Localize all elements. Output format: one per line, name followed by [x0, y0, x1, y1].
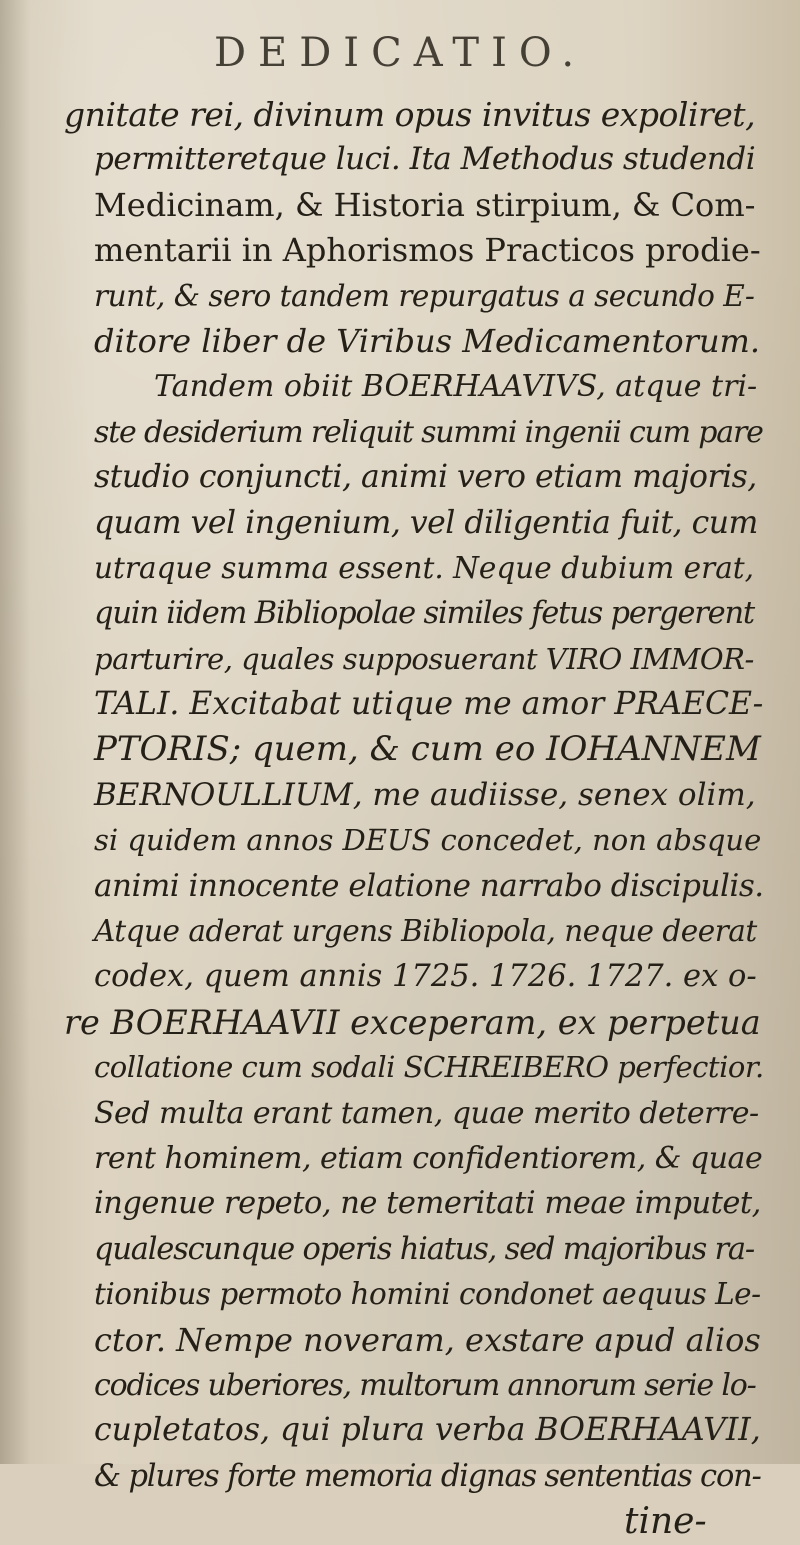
text-line: ditore liber de Viribus Medicamentorum. — [94, 321, 761, 360]
dedication-body — [64, 92, 764, 1545]
catchword: tine- — [624, 1501, 707, 1543]
text-line: re BOERHAAVII exceperam, ex perpetua — [64, 1002, 761, 1042]
text-line: & plures forte memoria dignas sententias con- — [94, 1458, 761, 1494]
text-line: cupletatos, qui plura verba BOERHAAVII, — [94, 1412, 761, 1449]
text-line: PTORIS; quem, & cum eo IOHANNEM — [94, 729, 761, 770]
text-line: Atque aderat urgens Bibliopola, neque deerat — [94, 914, 757, 949]
text-line: Medicinam, & Historia stirpium, & Com- — [94, 185, 756, 224]
text-line: si quidem annos DEUS concedet, non absque — [94, 823, 762, 858]
text-line: animi innocente elatione narrabo discipulis. — [94, 867, 764, 904]
text-line: ingenue repeto, ne temeritati meae imputet, — [94, 1186, 761, 1222]
text-line: collatione cum sodali SCHREIBERO perfectior. — [94, 1050, 764, 1085]
page-header: DEDICATIO. — [213, 30, 587, 76]
text-line: BERNOULLIUM, me audiisse, senex olim, — [94, 776, 756, 813]
text-line: Tandem obiit BOERHAAVIVS, atque tri- — [154, 369, 758, 405]
text-line: codex, quem annis 1725. 1726. 1727. ex o- — [94, 959, 757, 995]
text-line: quin iidem Bibliopolae similes fetus pergerent — [94, 596, 754, 632]
text-line: ctor. Nempe noveram, exstare apud alios — [94, 1320, 761, 1359]
page-gutter-shadow — [0, 0, 30, 1464]
text-line: Sed multa erant tamen, quae merito deterre- — [94, 1095, 759, 1131]
text-line: quam vel ingenium, vel diligentia fuit, cum — [94, 504, 758, 541]
text-line: utraque summa essent. Neque dubium erat, — [94, 550, 755, 585]
text-line: parturire, quales supposuerant VIRO IMMOR- — [94, 641, 754, 676]
text-line: runt, & sero tandem repurgatus a secundo E- — [94, 278, 755, 313]
text-line: ste desiderium reliquit summi ingenii cum pare — [94, 414, 763, 450]
text-line: rent hominem, etiam confidentiorem, & quae — [94, 1140, 763, 1176]
text-line: qualescunque operis hiatus, sed majoribus ra- — [94, 1231, 754, 1267]
text-line: mentarii in Aphorismos Practicos prodie- — [94, 231, 761, 270]
text-line: gnitate rei, divinum opus invitus expoliret, — [64, 95, 756, 134]
text-line: studio conjuncti, animi vero etiam majoris, — [94, 459, 757, 496]
text-line: TALI. Excitabat utique me amor PRAECE- — [94, 686, 764, 723]
text-line: codices uberiores, multorum annorum serie lo- — [94, 1367, 756, 1403]
text-line: permitteretque luci. Ita Methodus studendi — [94, 141, 756, 178]
text-line: tionibus permoto homini condonet aequus Le- — [94, 1277, 761, 1312]
